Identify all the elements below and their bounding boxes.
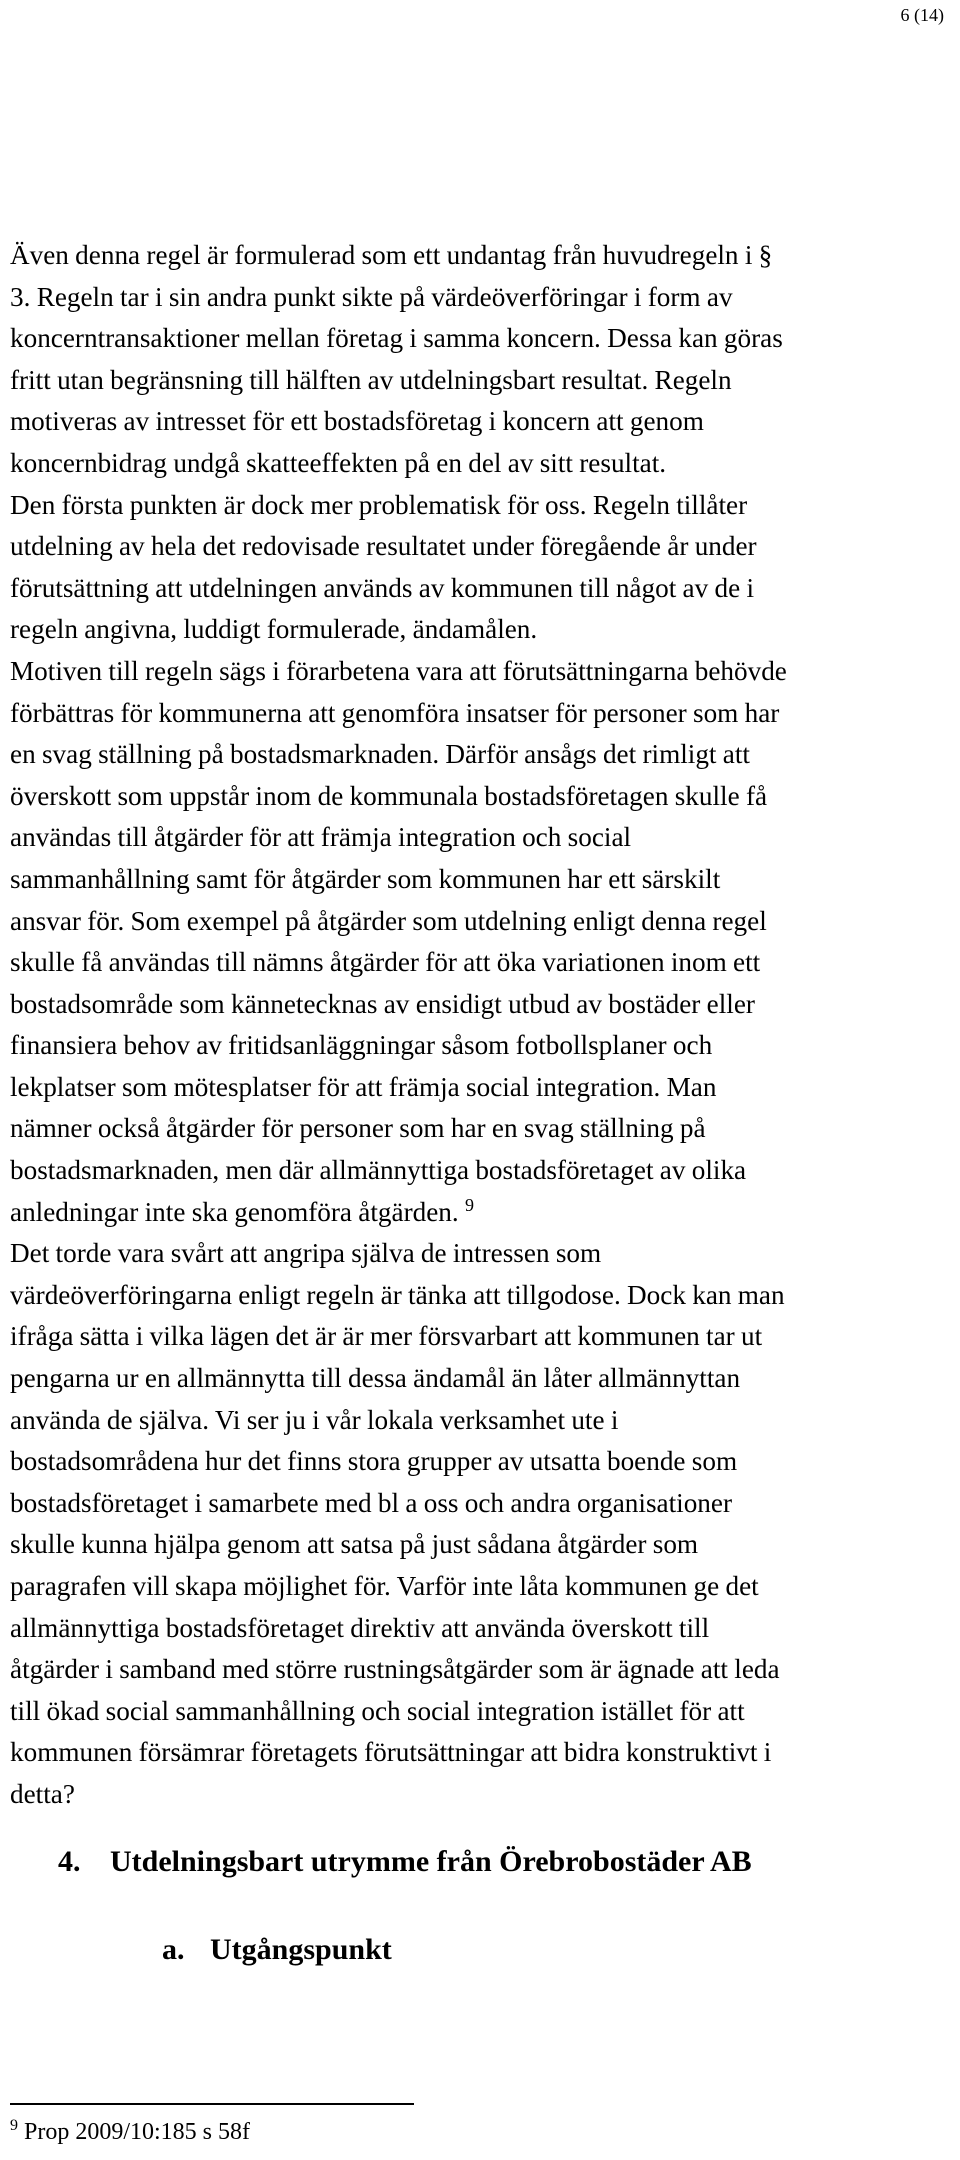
text-line: åtgärder i samband med större rustningsåtgärder som är ägnade att leda <box>10 1654 780 1685</box>
text-line: förbättras för kommunerna att genomföra insatser för personer som har <box>10 697 780 728</box>
text-line: fritt utan begränsning till hälften av utdelningsbart resultat. Regeln <box>10 364 732 395</box>
subsection-heading <box>162 1930 392 1970</box>
text-line: värdeöverföringarna enligt regeln är tänka att tillgodose. Dock kan man <box>10 1279 785 1310</box>
text-line: Även denna regel är formulerad som ett undantag från huvudregeln i § <box>10 240 773 270</box>
text-line: Den första punkten är dock mer problematisk för oss. Regeln tillåter <box>10 489 748 520</box>
text-line: bostadsmarknaden, men där allmännyttiga bostadsföretaget av olika <box>10 1155 747 1186</box>
text-line: anledningar inte ska genomföra åtgärden. <box>10 1196 459 1227</box>
text-line: koncerntransaktioner mellan företag i samma koncern. Dessa kan göras <box>10 323 783 354</box>
body-text <box>10 235 958 1816</box>
footnote <box>10 2116 250 2148</box>
text-line: Det torde vara svårt att angripa själva de intressen som <box>10 1238 602 1269</box>
text-line: sammanhållning samt för åtgärder som kommunen har ett särskilt <box>10 863 721 894</box>
footnote-marker: 9 <box>10 2117 18 2134</box>
text-line: lekplatser som mötesplatser för att främja social integration. Man <box>10 1071 717 1102</box>
text-line: bostadsföretaget i samarbete med bl a oss och andra organisationer <box>10 1487 733 1518</box>
text-line: utdelning av hela det redovisade resultatet under föregående år under <box>10 531 757 562</box>
text-line: nämner också åtgärder för personer som har en svag ställning på <box>10 1113 706 1144</box>
text-line: detta? <box>10 1778 75 1809</box>
text-line: överskott som uppstår inom de kommunala bostadsföretagen skulle få <box>10 780 768 811</box>
text-line-with-footnote <box>10 1192 958 1234</box>
footnote-text: Prop 2009/10:185 s 58f <box>24 2119 251 2145</box>
text-line: allmännyttiga bostadsföretaget direktiv att använda överskott till <box>10 1612 710 1643</box>
text-line: motiveras av intresset för ett bostadsföretag i koncern att genom <box>10 406 704 437</box>
text-line: regeln angivna, luddigt formulerade, ändamålen. <box>10 614 538 645</box>
page-number: 6 (14) <box>900 5 944 25</box>
text-line: paragrafen vill skapa möjlighet för. Varför inte låta kommunen ge det <box>10 1571 759 1601</box>
section-heading <box>58 1842 752 1882</box>
text-line: finansiera behov av fritidsanläggningar såsom fotbollsplaner och <box>10 1030 713 1061</box>
text-line: bostadsområde som kännetecknas av ensidigt utbud av bostäder eller <box>10 988 755 1019</box>
footnote-reference[interactable]: 9 <box>464 1194 474 1215</box>
subsection-number: a. <box>162 1933 185 1966</box>
text-line: användas till åtgärder för att främja integration och social <box>10 822 632 853</box>
text-line: ifråga sätta i vilka lägen det är är mer försvarbart att kommunen tar ut <box>10 1321 763 1352</box>
text-line: till ökad social sammanhållning och social integration istället för att <box>10 1695 745 1726</box>
text-line: skulle kunna hjälpa genom att satsa på just sådana åtgärder som <box>10 1529 699 1560</box>
text-line: bostadsområdena hur det finns stora grupper av utsatta boende som <box>10 1446 738 1477</box>
text-line: använda de själva. Vi ser ju i vår lokala verksamhet ute i <box>10 1404 619 1435</box>
text-line: skulle få användas till nämns åtgärder för att öka variationen inom ett <box>10 947 761 978</box>
subsection-title: Utgångspunkt <box>210 1933 392 1966</box>
text-line: koncernbidrag undgå skatteeffekten på en del av sitt resultat. <box>10 447 667 478</box>
text-line: en svag ställning på bostadsmarknaden. Därför ansågs det rimligt att <box>10 739 750 770</box>
text-line: ansvar för. Som exempel på åtgärder som utdelning enligt denna regel <box>10 905 767 936</box>
section-number: 4. <box>58 1845 81 1878</box>
footnote-divider <box>10 2103 414 2105</box>
text-line: 3. Regeln tar i sin andra punkt sikte på värdeöverföringar i form av <box>10 281 733 312</box>
section-title: Utdelningsbart utrymme från Örebrobostäder AB <box>110 1845 752 1878</box>
text-line: kommunen försämrar företagets förutsättningar att bidra konstruktivt i <box>10 1737 772 1768</box>
text-line: förutsättning att utdelningen används av kommunen till något av de i <box>10 572 755 603</box>
text-line: pengarna ur en allmännytta till dessa ändamål än låter allmännyttan <box>10 1363 741 1394</box>
text-line: Motiven till regeln sägs i förarbetena vara att förutsättningarna behövde <box>10 655 787 686</box>
